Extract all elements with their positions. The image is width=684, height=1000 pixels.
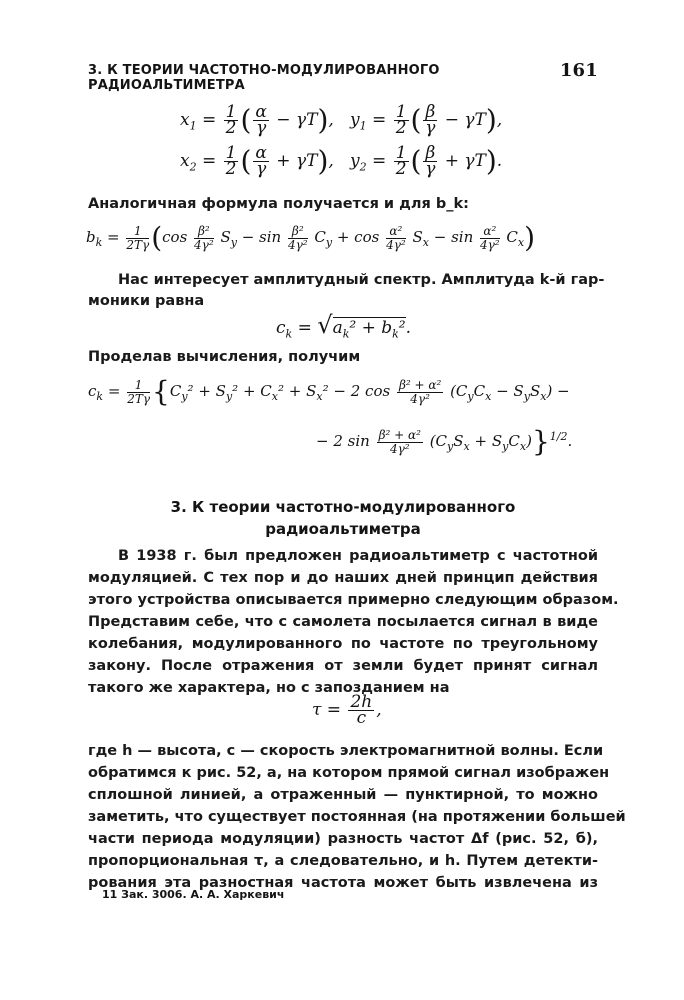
formula-x1-y1: $x_1$ = $\frac{1}{2}$ ( $\frac{\alpha}{\gamma}$ − γT), $y_1$ = $\frac{1}{2}$ ( $\frac{\beta}{\gamma}$ − γT), <box>180 102 503 138</box>
section-title-line2: радиоальтиметра <box>265 520 421 538</box>
paragraph-line: Представим себе, что с самолета посылается сигнал в виде <box>88 614 598 630</box>
paragraph-line: обратимся к рис. 52, а, на котором прямой сигнал изображен <box>88 765 610 781</box>
section-title-line1: 3. К теории частотно-модулированного <box>170 498 516 516</box>
running-header <box>88 60 598 93</box>
formula-bk: $b_k$ = $\frac{1}{2T\gamma}$ (cos $\frac{\text{β²}}{\text{4γ²}}$ $S_y - \sin$ $\frac{\text{β²}}{\text{4γ²}}$ $C_y + \cos$ $\frac{\text{α²}}{\text{4γ²}}$ $S_x - \sin$ $\frac{\text{α²}}{\text{4γ²}}$ $C_x$) <box>86 221 536 254</box>
text-computation: Проделав вычисления, получим <box>88 349 361 365</box>
text-amplitude-line2: моники равна <box>88 293 205 309</box>
page-footer: 11 Зак. 3006. А. А. Харкевич <box>102 888 285 901</box>
paragraph-line: сплошной линией, а отраженный — пунктирной, то можно <box>88 787 598 803</box>
section-title <box>88 496 598 540</box>
formula-tau: τ = $\frac{2h}{c}$ , <box>312 692 382 728</box>
formula-ck-sqrt: $c_k = √a_k^2 + b_k^2$. <box>276 311 412 341</box>
formula-ck-line1: $c_k$ = $\frac{1}{2T\gamma}$ {$C_y^2 + S_y^2 + C_x^2 + S_x^2 - 2$ cos $\frac{\text{β² + α²}}{\text{4γ²}}$ $(C_yC_x - S_yS_x)$ − <box>88 375 570 408</box>
page-number: 161 <box>559 60 598 81</box>
paragraph-line: модуляцией. С тех пор и до наших дней принцип действия <box>88 570 598 586</box>
paragraph-line: пропорциональная τ, а следовательно, и h. Путем детекти- <box>88 853 598 869</box>
text-formula-bk: Аналогичная формула получается и для b_k: <box>88 196 469 212</box>
formula-x2-y2: $x_2$ = $\frac{1}{2}$ ( $\frac{\alpha}{\gamma}$ + γT), $y_2$ = $\frac{1}{2}$ ( $\frac{\beta}{\gamma}$ + γT). <box>180 143 503 179</box>
running-title: 3. К ТЕОРИИ ЧАСТОТНО-МОДУЛИРОВАННОГО РАДИОАЛЬТИМЕТРА <box>88 63 440 93</box>
paragraph-line: закону. После отражения от земли будет принят сигнал <box>88 658 598 674</box>
paragraph-line: колебания, модулированного по частоте по треугольному <box>88 636 598 652</box>
paragraph-line: этого устройства описывается примерно следующим образом. <box>88 592 619 608</box>
paragraph-line: заметить, что существует постоянная (на протяжении большей <box>88 809 626 825</box>
paragraph-line: такого же характера, но с запозданием на <box>88 680 450 696</box>
paragraph-2 <box>88 740 626 894</box>
formula-ck-line2: − 2 sin $\frac{\text{β² + α²}}{\text{4γ²}}$ $(C_yS_x + S_yC_x)\}^{1/2}$. <box>316 425 573 458</box>
text-amplitude-line1: Нас интересует амплитудный спектр. Амплитуда k-й гар- <box>118 272 605 288</box>
paragraph-line: рования эта разностная частота может быть извлечена из <box>88 875 598 891</box>
paragraph-1 <box>88 545 619 699</box>
paragraph-line: части периода модуляции) разность частот Δf (рис. 52, б), <box>88 831 598 847</box>
paragraph-line: В 1938 г. был предложен радиоальтиметр с частотной <box>118 548 598 564</box>
paragraph-line: где h — высота, c — скорость электромагнитной волны. Если <box>88 743 604 759</box>
